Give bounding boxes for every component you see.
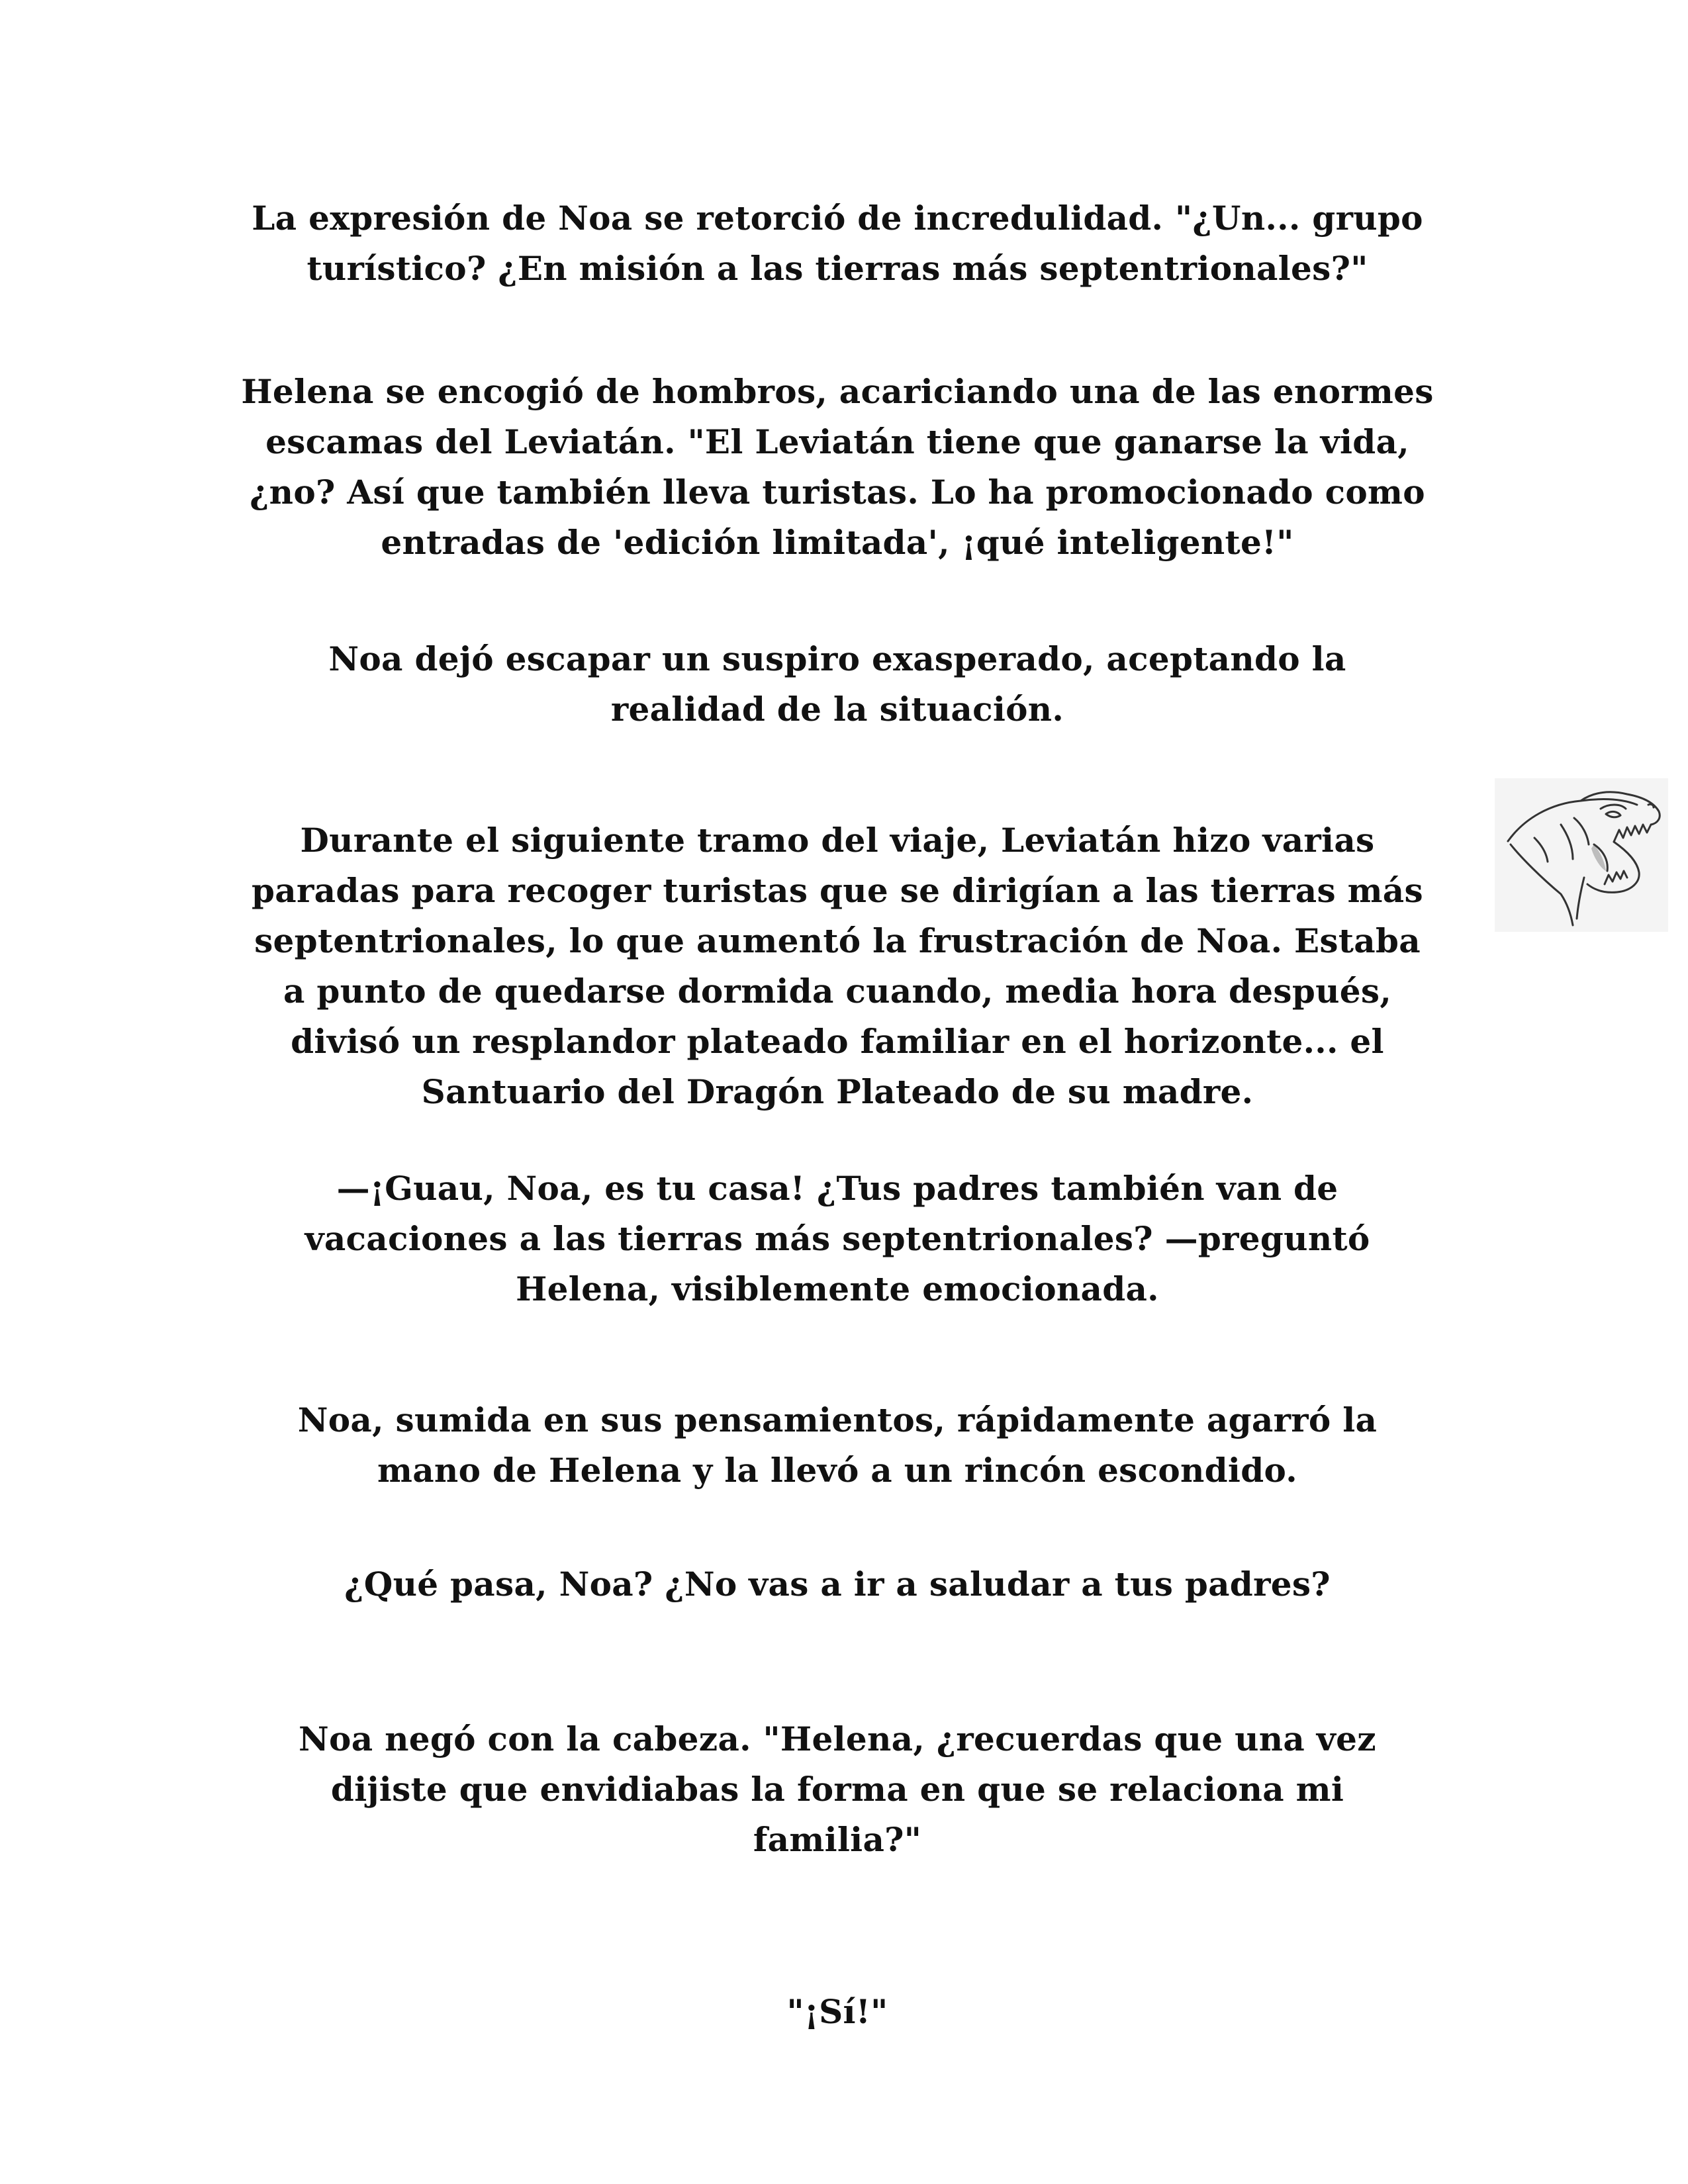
text-line: Helena se encogió de hombros, acariciando una de las enormes <box>241 372 1434 411</box>
paragraph-5 <box>199 1163 1476 1314</box>
paragraph-9 <box>199 1987 1476 2037</box>
paragraph-1 <box>199 193 1476 294</box>
text-line: realidad de la situación. <box>610 690 1064 729</box>
text-line: Helena, visiblemente emocionada. <box>516 1269 1159 1308</box>
text-line: —¡Guau, Noa, es tu casa! ¿Tus padres también van de <box>336 1169 1338 1208</box>
text-line: divisó un resplandor plateado familiar en el horizonte... el <box>291 1022 1384 1061</box>
paragraph-2 <box>199 367 1476 568</box>
text-line: Santuario del Dragón Plateado de su madre. <box>421 1072 1254 1111</box>
text-line: "¡Sí!" <box>786 1992 888 2031</box>
text-line: dijiste que envidiabas la forma en que se relaciona mi <box>330 1770 1344 1809</box>
text-line: paradas para recoger turistas que se dirigían a las tierras más <box>252 871 1423 910</box>
text-line: La expresión de Noa se retorció de incredulidad. "¿Un... grupo <box>252 199 1423 238</box>
text-line: Durante el siguiente tramo del viaje, Leviatán hizo varias <box>300 821 1375 860</box>
text-line: a punto de quedarse dormida cuando, media hora después, <box>283 972 1392 1011</box>
text-line: ¿no? Así que también lleva turistas. Lo ha promocionado como <box>250 473 1425 512</box>
text-line: septentrionales, lo que aumentó la frustración de Noa. Estaba <box>254 921 1421 960</box>
paragraph-6 <box>199 1395 1476 1496</box>
text-line: ¿Qué pasa, Noa? ¿No vas a ir a saludar a tus padres? <box>344 1565 1331 1604</box>
dinosaur-head-sketch-icon <box>1495 778 1668 932</box>
text-line: familia?" <box>753 1820 922 1859</box>
paragraph-3 <box>199 634 1476 735</box>
paragraph-4 <box>199 815 1476 1117</box>
text-line: Noa negó con la cabeza. "Helena, ¿recuerdas que una vez <box>299 1719 1376 1758</box>
paragraph-7 <box>199 1559 1476 1610</box>
text-line: mano de Helena y la llevó a un rincón escondido. <box>377 1451 1297 1490</box>
text-line: entradas de 'edición limitada', ¡qué inteligente!" <box>381 523 1294 562</box>
text-line: Noa, sumida en sus pensamientos, rápidamente agarró la <box>297 1400 1378 1439</box>
text-line: Noa dejó escapar un suspiro exasperado, aceptando la <box>328 639 1346 678</box>
text-line: turístico? ¿En misión a las tierras más septentrionales?" <box>306 249 1368 288</box>
text-line: vacaciones a las tierras más septentrionales? —preguntó <box>305 1219 1370 1258</box>
text-line: escamas del Leviatán. "El Leviatán tiene que ganarse la vida, <box>265 422 1409 461</box>
paragraph-8 <box>199 1714 1476 1865</box>
